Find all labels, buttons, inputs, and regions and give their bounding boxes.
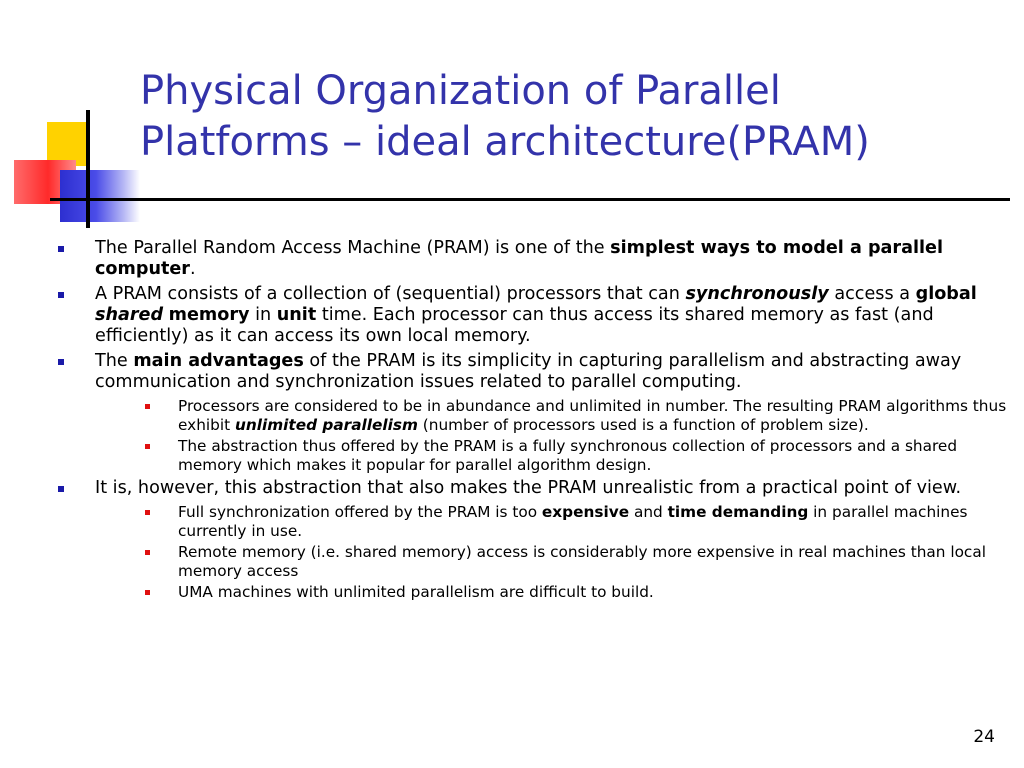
page-number: 24 [973,727,995,747]
sub-bullet-text: UMA machines with unlimited parallelism are difficult to build. [178,583,654,601]
text-run: Processors are considered to be in abundance and unlimited in number. The resulting PRAM algorithms thus exhibit [178,397,1007,434]
emphasis-text: main advantages [133,351,304,371]
sub-bullet-item-uma-machines [95,583,1007,602]
bullet-item-pram-structure [57,284,1007,347]
bullet-item-unrealistic [57,478,1007,602]
title-underline-rule [50,198,1010,201]
text-run: The [95,351,134,371]
slide-title-line-2: Platforms – ideal architecture(PRAM) [140,119,870,165]
text-run: of the PRAM is its simplicity in capturing parallelism and abstracting away communication and synchronization issues related to parallel computing. [95,351,962,392]
square-bullet-icon [58,486,64,492]
sub-bullet-text: Remote memory (i.e. shared memory) access is considerably more expensive in real machines than local memory access [178,543,986,580]
square-bullet-icon [58,246,64,252]
bullet-item-pram-definition [57,238,1007,280]
sub-bullet-item-remote-memory [95,543,1007,580]
sub-bullet-list [95,397,1007,474]
sub-bullet-text [178,397,1007,434]
sub-bullet-item-abstraction [95,437,1007,474]
bullet-item-main-advantages [57,351,1007,474]
text-run: Full synchronization offered by the PRAM is too [178,503,542,521]
emphasis-text: global [915,284,977,304]
text-run: (number of processors used is a function of problem size). [417,415,869,434]
text-run: access a [828,284,916,304]
sub-bullet-item-unlimited-parallelism [95,397,1007,434]
emphasis-text: synchronously [685,284,829,304]
square-bullet-icon [145,510,150,515]
emphasis-text: memory [168,305,250,325]
text-run: time. Each processor can thus access its shared memory as fast (and efficiently) as it can access its own local memory. [95,305,934,346]
emphasis-text: unlimited parallelism [234,415,418,434]
sub-bullet-item-full-synchronization [95,503,1007,540]
emphasis-text: unit [276,305,317,325]
vertical-rule [86,110,90,228]
text-run: A PRAM consists of a collection of (sequential) processors that can [95,284,686,304]
text-run: The Parallel Random Access Machine (PRAM) is one of the [95,238,611,258]
sub-bullet-list [95,503,1007,602]
text-run: It is, however, this abstraction that also makes the PRAM unrealistic from a practical point of view. [95,478,962,498]
emphasis-text: expensive [541,503,630,521]
square-bullet-icon [145,444,150,449]
square-bullet-icon [145,404,150,409]
emphasis-text: simplest ways to model a parallel computer [95,238,943,279]
text-run: . [190,259,196,279]
blue-square-decoration [60,170,140,222]
square-bullet-icon [58,359,64,365]
square-bullet-icon [58,292,64,298]
emphasis-text: shared [95,305,164,325]
text-run: and [629,503,668,521]
emphasis-text: time demanding [667,503,809,521]
slide-title [140,66,1000,168]
square-bullet-icon [145,590,150,595]
text-run: in parallel machines currently in use. [178,503,968,540]
slide-title-line-1: Physical Organization of Parallel [140,68,781,114]
sub-bullet-text: The abstraction thus offered by the PRAM is a fully synchronous collection of processors and a shared memory which makes it popular for parallel algorithm design. [178,437,958,474]
square-bullet-icon [145,550,150,555]
slide-body [57,238,1007,606]
bullet-list [57,238,1007,602]
decorative-logo [0,0,150,240]
text-run: in [249,305,277,325]
sub-bullet-text [178,503,1007,540]
